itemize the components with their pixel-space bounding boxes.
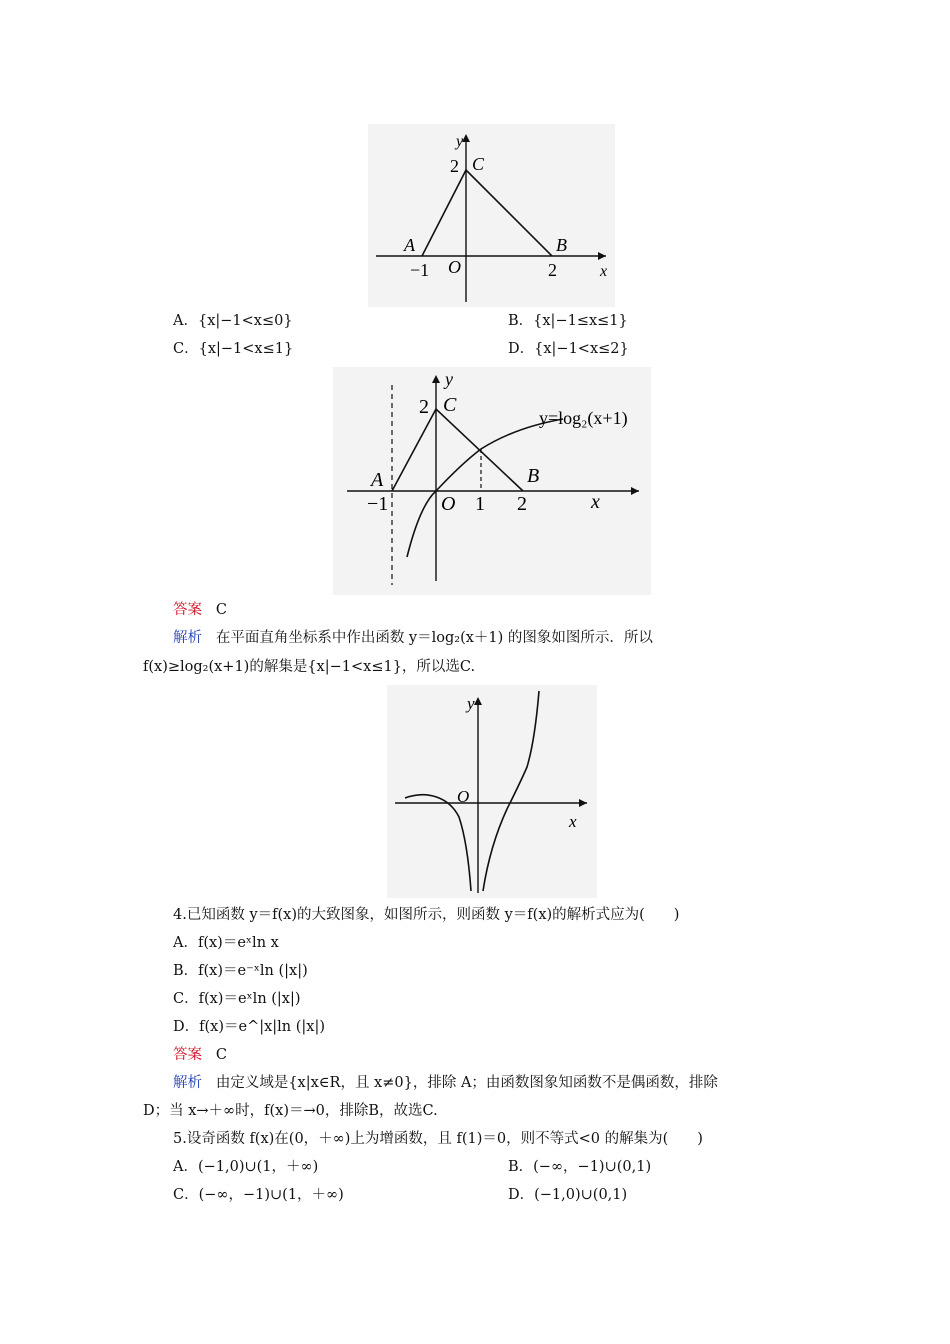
figure-function-graph [387,685,597,898]
curve-label: y=log₂(x+1) [539,408,628,428]
tick-1: 1 [475,493,485,515]
origin-label: O [457,787,470,806]
q3-option-b: B．{x|−1≤x≤1} [508,313,628,329]
x-arrow-icon [579,799,587,807]
y-arrow-icon [432,375,440,383]
answer-label: 答案 [173,1047,202,1063]
q4-option-c: C．f(x)＝eˣln (|x|) [173,991,301,1007]
q3-option-c: C．{x|−1<x≤1} [173,341,294,357]
tick-neg1: −1 [367,493,389,515]
x-label: x [569,812,577,831]
triangle-path [422,170,552,256]
q3-option-a: A．{x|−1<x≤0} [173,313,293,329]
q5-option-b: B．(−∞，−1)∪(0,1) [508,1159,652,1175]
point-b-label: B [527,465,540,487]
answer-value: C [215,1047,227,1063]
triangle-graph [368,124,615,307]
q3-answer [173,600,227,620]
y-arrow-icon [474,697,482,705]
analysis-label: 解析 [173,1075,202,1091]
point-a-label: A [404,235,415,255]
figure-triangle [368,124,615,307]
tick-2-y: 2 [419,396,429,418]
origin-label: O [448,257,461,277]
x-arrow-icon [631,487,639,495]
x-label: x [591,491,600,513]
q5-option-c: C．(−∞，−1)∪(1，＋∞) [173,1187,344,1203]
point-c-label: C [443,394,457,416]
q4-answer [173,1045,227,1065]
x-arrow-icon [598,252,606,260]
q4-stem: 4.已知函数 y＝f(x)的大致图象，如图所示，则函数 y＝f(x)的解析式应为( ) [173,907,680,923]
q4-option-a: A．f(x)＝eˣln x [173,935,279,951]
point-c-label: C [472,154,485,174]
y-label: y [456,133,464,150]
analysis-label: 解析 [173,630,202,646]
q3-option-d: D．{x|−1<x≤2} [508,341,629,357]
q5-option-a: A．(−1,0)∪(1，＋∞) [173,1159,319,1175]
q4-analysis-line2: D；当 x→＋∞时，f(x)＝→0，排除B，故选C. [143,1103,438,1119]
tick-2-x: 2 [548,260,557,280]
point-b-label: B [556,235,567,255]
log-curve [407,419,563,557]
q3-analysis-line2: f(x)≥log₂(x+1)的解集是{x|−1<x≤1}，所以选C. [143,659,476,675]
answer-value: C [215,602,227,618]
tick-2-y: 2 [450,156,459,176]
function-graph [387,685,597,898]
left-branch-curve [405,795,471,891]
triangle-path [392,409,523,491]
x-label: x [600,263,608,280]
point-a-label: A [371,469,384,491]
answer-label: 答案 [173,602,202,618]
log-graph [333,367,651,595]
origin-label: O [441,493,456,515]
y-arrow-icon [462,134,470,142]
right-branch-curve [483,691,539,891]
q5-stem: 5.设奇函数 f(x)在(0，＋∞)上为增函数，且 f(1)＝0，则不等式<0 的解集为( ) [173,1131,703,1147]
tick-2-x: 2 [517,493,527,515]
q5-option-d: D．(−1,0)∪(0,1) [508,1187,628,1203]
q4-option-b: B．f(x)＝e⁻ˣln (|x|) [173,963,308,979]
figure-log-graph [333,367,651,595]
tick-neg1: −1 [410,260,430,280]
y-label: y [445,369,453,389]
y-label: y [467,694,475,713]
q4-analysis-line1: 解析 由定义域是{x|x∈R，且 x≠0}，排除 A；由函数图象知函数不是偶函数，排除 [173,1075,718,1091]
q3-analysis-line1: 解析 在平面直角坐标系中作出函数 y＝log₂(x＋1) 的图象如图所示．所以 [173,630,653,646]
q4-option-d: D．f(x)＝e^|x|ln (|x|) [173,1019,326,1035]
